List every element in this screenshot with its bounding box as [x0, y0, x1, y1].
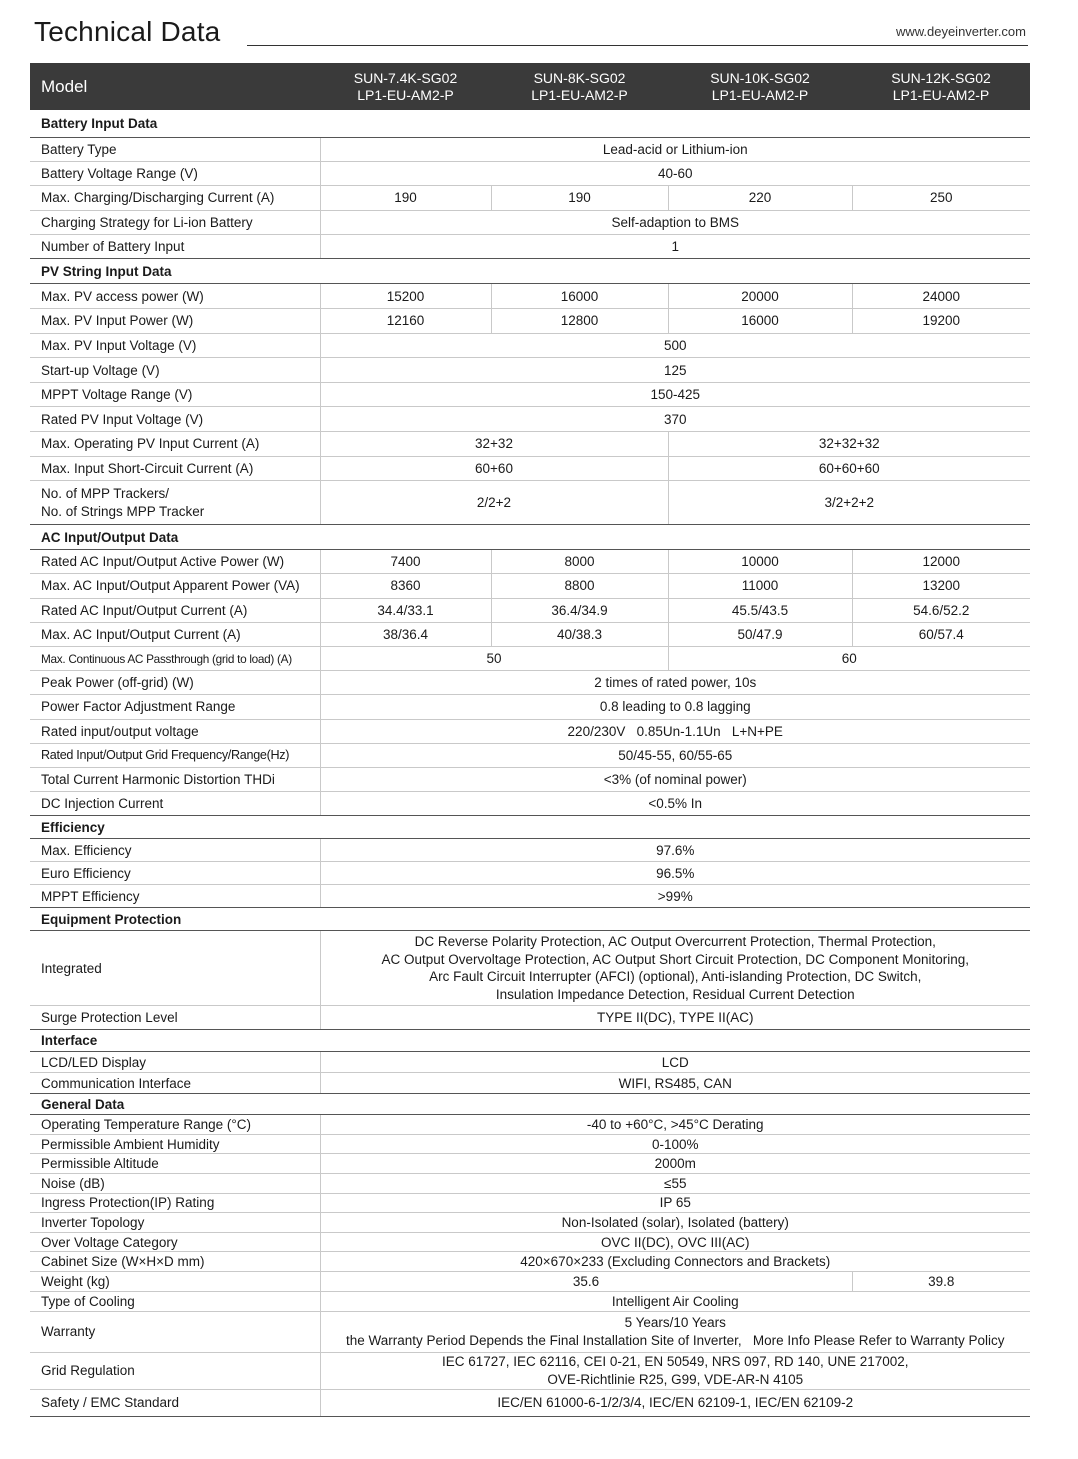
row-label: Peak Power (off-grid) (W)	[30, 671, 320, 695]
row-label: Power Factor Adjustment Range	[30, 695, 320, 719]
model-column-4: SUN-12K-SG02 LP1-EU-AM2-P	[852, 63, 1030, 110]
row-label: MPPT Voltage Range (V)	[30, 382, 320, 407]
row-value: 20000	[668, 284, 852, 309]
row-label: DC Injection Current	[30, 792, 320, 816]
table-row	[30, 382, 1030, 407]
model-header-row	[30, 63, 1030, 110]
table-row	[30, 719, 1030, 743]
row-value: 16000	[668, 309, 852, 334]
table-row	[30, 1115, 1030, 1135]
row-value: 19200	[852, 309, 1030, 334]
row-label: Max. Efficiency	[30, 839, 320, 862]
row-value: 35.6	[320, 1272, 852, 1292]
row-label: Integrated	[30, 931, 320, 1006]
table-row	[30, 885, 1030, 908]
row-value: 60/57.4	[852, 622, 1030, 646]
row-label: Permissible Ambient Humidity	[30, 1134, 320, 1154]
table-row	[30, 1232, 1030, 1252]
row-value: 12160	[320, 309, 491, 334]
table-row	[30, 1252, 1030, 1272]
table-row	[30, 862, 1030, 885]
row-value: 2000m	[320, 1154, 1030, 1174]
header-rule	[247, 45, 1028, 46]
table-row	[30, 358, 1030, 383]
table-row	[30, 407, 1030, 432]
row-label: Battery Voltage Range (V)	[30, 161, 320, 185]
row-value: 3/2+2+2	[668, 481, 1030, 525]
row-value: 13200	[852, 574, 1030, 598]
table-row	[30, 456, 1030, 481]
table-row	[30, 1311, 1030, 1352]
row-value: 190	[491, 186, 668, 210]
table-row	[30, 695, 1030, 719]
row-value: 220/230V 0.85Un-1.1Un L+N+PE	[320, 719, 1030, 743]
table-row	[30, 767, 1030, 791]
row-value: 12000	[852, 550, 1030, 574]
row-value: IP 65	[320, 1193, 1030, 1213]
page-title: Technical Data	[34, 16, 221, 47]
table-row	[30, 1389, 1030, 1416]
row-value: <0.5% In	[320, 792, 1030, 816]
row-label: Cabinet Size (W×H×D mm)	[30, 1252, 320, 1272]
table-row	[30, 792, 1030, 816]
row-value: 32+32+32	[668, 432, 1030, 457]
table-row	[30, 646, 1030, 670]
row-label: Operating Temperature Range (°C)	[30, 1115, 320, 1135]
table-row	[30, 1213, 1030, 1233]
row-value: Self-adaption to BMS	[320, 210, 1030, 234]
row-value: 39.8	[852, 1272, 1030, 1292]
row-value: TYPE II(DC), TYPE II(AC)	[320, 1006, 1030, 1030]
table-row	[30, 1291, 1030, 1311]
table-row	[30, 1006, 1030, 1030]
row-label: Max. AC Input/Output Apparent Power (VA)	[30, 574, 320, 598]
row-label: Permissible Altitude	[30, 1154, 320, 1174]
row-value: 50	[320, 646, 668, 670]
section-battery: Battery Input Data	[30, 110, 1030, 137]
row-label: Rated AC Input/Output Active Power (W)	[30, 550, 320, 574]
row-label: Communication Interface	[30, 1073, 320, 1094]
table-row	[30, 1134, 1030, 1154]
table-row	[30, 1052, 1030, 1073]
row-label: Number of Battery Input	[30, 235, 320, 259]
row-value: 7400	[320, 550, 491, 574]
row-value: 2 times of rated power, 10s	[320, 671, 1030, 695]
row-value: LCD	[320, 1052, 1030, 1073]
section-protection: Equipment Protection	[30, 908, 1030, 931]
table-row	[30, 931, 1030, 1006]
table-row	[30, 333, 1030, 358]
row-label: LCD/LED Display	[30, 1052, 320, 1073]
row-value: 220	[668, 186, 852, 210]
row-value: 5 Years/10 Years the Warranty Period Depends the Final Installation Site of Inverter, More Info Please Refer to Warranty Policy	[320, 1311, 1030, 1352]
row-value: 12800	[491, 309, 668, 334]
technical-data-table	[30, 63, 1030, 1417]
model-label: Model	[30, 63, 320, 110]
row-value: 16000	[491, 284, 668, 309]
row-label: Max. Continuous AC Passthrough (grid to load) (A)	[30, 646, 320, 670]
row-value: 50/47.9	[668, 622, 852, 646]
table-row	[30, 574, 1030, 598]
row-label: Over Voltage Category	[30, 1232, 320, 1252]
table-row	[30, 137, 1030, 161]
section-efficiency: Efficiency	[30, 816, 1030, 839]
row-value: >99%	[320, 885, 1030, 908]
model-column-1: SUN-7.4K-SG02 LP1-EU-AM2-P	[320, 63, 491, 110]
table-row	[30, 743, 1030, 767]
row-value: OVC II(DC), OVC III(AC)	[320, 1232, 1030, 1252]
section-ac: AC Input/Output Data	[30, 525, 1030, 550]
row-value: 34.4/33.1	[320, 598, 491, 622]
row-label: Safety / EMC Standard	[30, 1389, 320, 1416]
table-row	[30, 1272, 1030, 1292]
table-row	[30, 432, 1030, 457]
row-value: 45.5/43.5	[668, 598, 852, 622]
row-value: 38/36.4	[320, 622, 491, 646]
model-column-2: SUN-8K-SG02 LP1-EU-AM2-P	[491, 63, 668, 110]
row-value: 420×670×233 (Excluding Connectors and Brackets)	[320, 1252, 1030, 1272]
section-pv: PV String Input Data	[30, 259, 1030, 284]
row-label: Weight (kg)	[30, 1272, 320, 1292]
row-label: Noise (dB)	[30, 1174, 320, 1194]
row-label: Warranty	[30, 1311, 320, 1352]
row-label: Euro Efficiency	[30, 862, 320, 885]
table-row	[30, 598, 1030, 622]
row-label: Inverter Topology	[30, 1213, 320, 1233]
row-value: Lead-acid or Lithium-ion	[320, 137, 1030, 161]
row-label: Grid Regulation	[30, 1352, 320, 1389]
table-row	[30, 309, 1030, 334]
row-label: Max. PV Input Power (W)	[30, 309, 320, 334]
row-label: Rated input/output voltage	[30, 719, 320, 743]
row-value: -40 to +60°C, >45°C Derating	[320, 1115, 1030, 1135]
row-value: 96.5%	[320, 862, 1030, 885]
row-label: No. of MPP Trackers/ No. of Strings MPP Tracker	[30, 481, 320, 525]
table-row	[30, 550, 1030, 574]
table-row	[30, 481, 1030, 525]
row-label: Start-up Voltage (V)	[30, 358, 320, 383]
row-value: 125	[320, 358, 1030, 383]
row-label: Max. Input Short-Circuit Current (A)	[30, 456, 320, 481]
row-value: 370	[320, 407, 1030, 432]
row-label: Max. AC Input/Output Current (A)	[30, 622, 320, 646]
table-row	[30, 235, 1030, 259]
row-label: Total Current Harmonic Distortion THDi	[30, 767, 320, 791]
table-row	[30, 622, 1030, 646]
row-label: Surge Protection Level	[30, 1006, 320, 1030]
row-label: Rated PV Input Voltage (V)	[30, 407, 320, 432]
row-value: 8360	[320, 574, 491, 598]
row-value: DC Reverse Polarity Protection, AC Output Overcurrent Protection, Thermal Protection, AC Output Overvoltage Protection, AC Output Short Circuit Protection, DC Component Monitoring, Arc Fault Circuit Interrupter (AFCI) (optional), Anti-islanding Protection, DC Switch, Insulation Impedance Detection, Residual Current Detection	[320, 931, 1030, 1006]
row-value: 8000	[491, 550, 668, 574]
row-value: 24000	[852, 284, 1030, 309]
row-value: IEC 61727, IEC 62116, CEI 0-21, EN 50549, NRS 097, RD 140, UNE 217002, OVE-Richtlinie R25, G99, VDE-AR-N 4105	[320, 1352, 1030, 1389]
row-value: 60+60	[320, 456, 668, 481]
table-row	[30, 839, 1030, 862]
row-label: Rated AC Input/Output Current (A)	[30, 598, 320, 622]
row-label: Max. Operating PV Input Current (A)	[30, 432, 320, 457]
row-value: 97.6%	[320, 839, 1030, 862]
row-label: Battery Type	[30, 137, 320, 161]
row-value: 32+32	[320, 432, 668, 457]
row-label: Ingress Protection(IP) Rating	[30, 1193, 320, 1213]
row-value: 54.6/52.2	[852, 598, 1030, 622]
table-row	[30, 1154, 1030, 1174]
row-value: 50/45-55, 60/55-65	[320, 743, 1030, 767]
row-label: Max. Charging/Discharging Current (A)	[30, 186, 320, 210]
table-row	[30, 1352, 1030, 1389]
row-value: 60+60+60	[668, 456, 1030, 481]
row-value: 500	[320, 333, 1030, 358]
row-value: 10000	[668, 550, 852, 574]
row-value: Intelligent Air Cooling	[320, 1291, 1030, 1311]
row-value: 8800	[491, 574, 668, 598]
row-value: 190	[320, 186, 491, 210]
row-value: 40-60	[320, 161, 1030, 185]
table-row	[30, 186, 1030, 210]
row-value: ≤55	[320, 1174, 1030, 1194]
row-label: Charging Strategy for Li-ion Battery	[30, 210, 320, 234]
section-general: General Data	[30, 1094, 1030, 1115]
table-row	[30, 210, 1030, 234]
model-column-3: SUN-10K-SG02 LP1-EU-AM2-P	[668, 63, 852, 110]
row-value: 0-100%	[320, 1134, 1030, 1154]
row-value: WIFI, RS485, CAN	[320, 1073, 1030, 1094]
row-label: Type of Cooling	[30, 1291, 320, 1311]
row-label: MPPT Efficiency	[30, 885, 320, 908]
row-value: 40/38.3	[491, 622, 668, 646]
row-label: Max. PV Input Voltage (V)	[30, 333, 320, 358]
row-value: 1	[320, 235, 1030, 259]
section-interface: Interface	[30, 1030, 1030, 1052]
row-label: Max. PV access power (W)	[30, 284, 320, 309]
row-value: 11000	[668, 574, 852, 598]
table-row	[30, 1193, 1030, 1213]
table-row	[30, 1174, 1030, 1194]
table-row	[30, 1073, 1030, 1094]
table-row	[30, 161, 1030, 185]
row-value: 36.4/34.9	[491, 598, 668, 622]
row-value: 250	[852, 186, 1030, 210]
row-value: 150-425	[320, 382, 1030, 407]
row-value: 60	[668, 646, 1030, 670]
row-value: 15200	[320, 284, 491, 309]
table-row	[30, 671, 1030, 695]
website-link[interactable]: www.deyeinverter.com	[895, 24, 1026, 39]
row-value: IEC/EN 61000-6-1/2/3/4, IEC/EN 62109-1, IEC/EN 62109-2	[320, 1389, 1030, 1416]
row-label: Rated Input/Output Grid Frequency/Range(Hz)	[30, 743, 320, 767]
row-value: 2/2+2	[320, 481, 668, 525]
row-value: <3% (of nominal power)	[320, 767, 1030, 791]
row-value: 0.8 leading to 0.8 lagging	[320, 695, 1030, 719]
table-row	[30, 284, 1030, 309]
row-value: Non-Isolated (solar), Isolated (battery)	[320, 1213, 1030, 1233]
